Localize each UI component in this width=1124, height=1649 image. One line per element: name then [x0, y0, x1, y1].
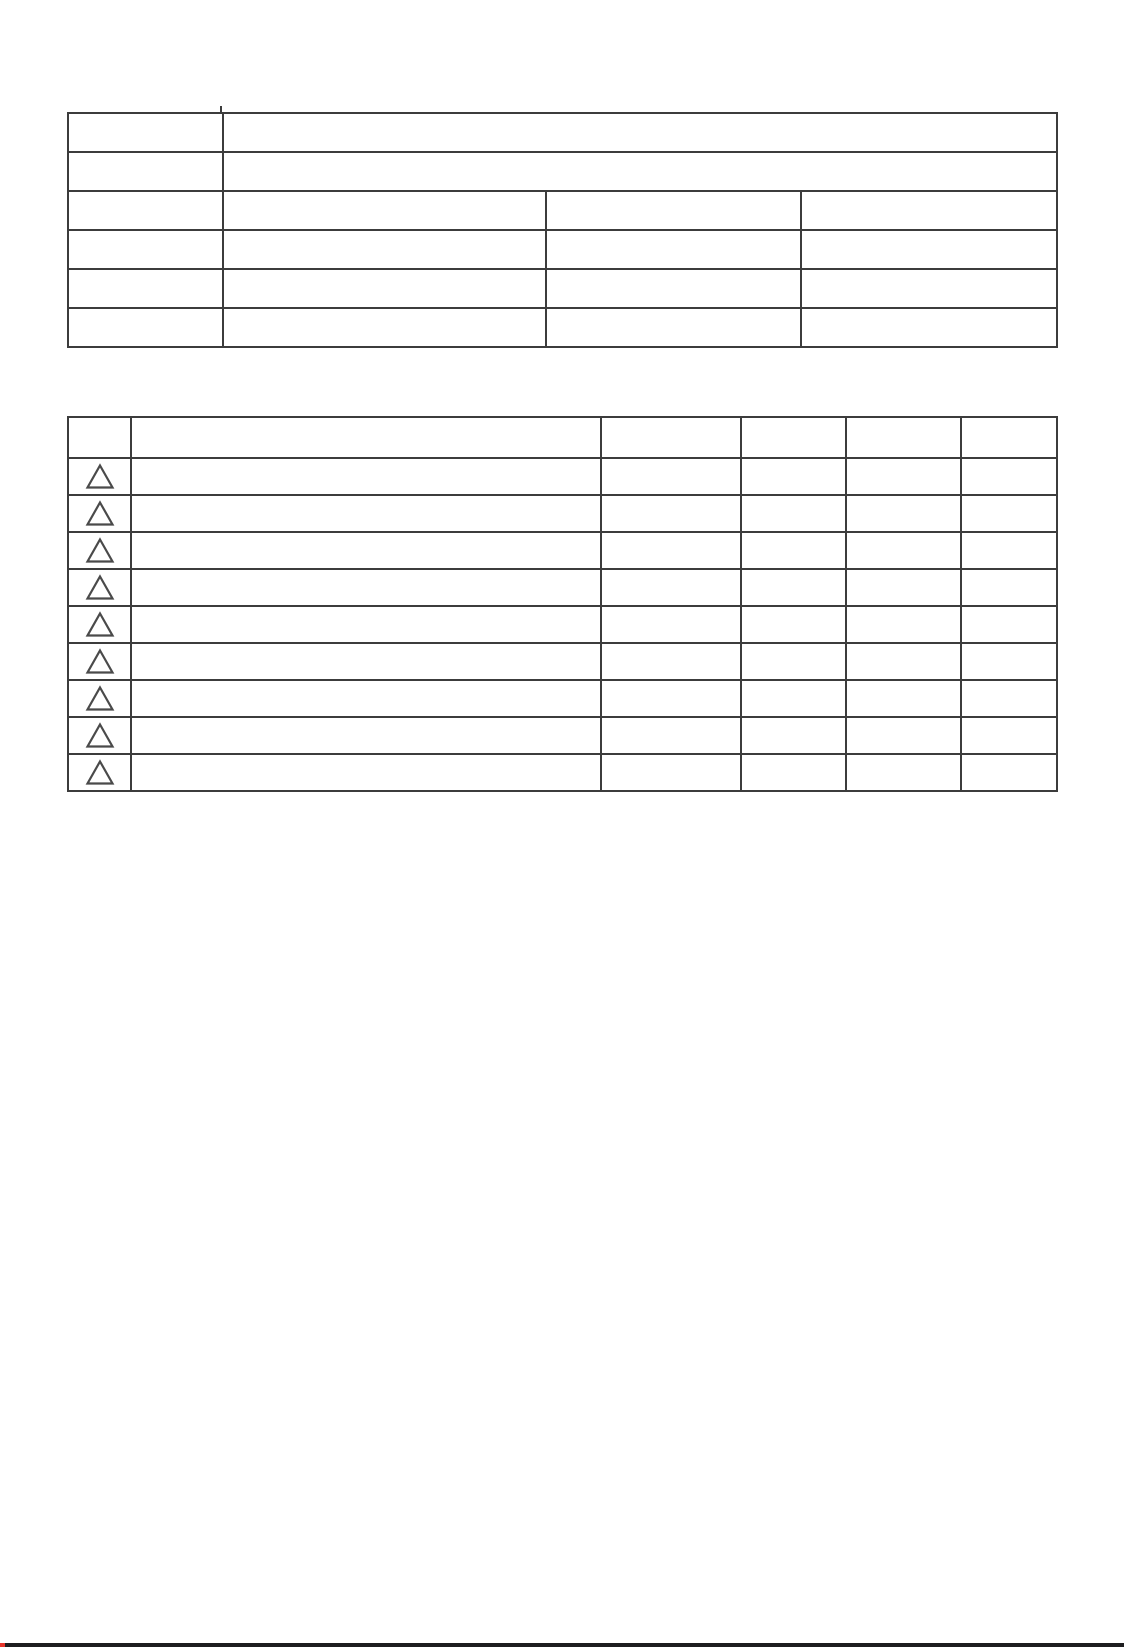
bottom-table-cell [846, 495, 961, 532]
top-table-cell [546, 191, 801, 230]
top-table-cell [801, 230, 1057, 269]
footer-rule [0, 1643, 1124, 1647]
bottom-table-cell [601, 495, 741, 532]
bottom-table-cell [131, 606, 601, 643]
bottom-table-row [68, 569, 1057, 606]
bottom-table-cell [846, 606, 961, 643]
bottom-table-cell [131, 754, 601, 791]
top-table-cell [68, 152, 223, 191]
top-table-cell [223, 269, 546, 308]
top-table-cell [68, 230, 223, 269]
bottom-table-cell [741, 680, 846, 717]
bottom-list-table-body [68, 417, 1057, 791]
bottom-table-cell [131, 680, 601, 717]
marker-cell [68, 680, 131, 717]
bottom-table-header-row [68, 417, 1057, 458]
triangle-outline-icon [85, 648, 115, 675]
bottom-table-cell [131, 495, 601, 532]
bottom-table-cell [961, 532, 1057, 569]
bottom-table-cell [846, 643, 961, 680]
marker-cell [68, 532, 131, 569]
footer-red-accent [0, 1643, 5, 1647]
top-table-row [68, 269, 1057, 308]
bottom-table-row [68, 532, 1057, 569]
top-table-cell [801, 269, 1057, 308]
bottom-table-cell [131, 458, 601, 495]
bottom-table-cell [131, 569, 601, 606]
bottom-table-cell [601, 606, 741, 643]
bottom-table-row [68, 680, 1057, 717]
bottom-table-cell [131, 717, 601, 754]
triangle-outline-icon [85, 611, 115, 638]
bottom-table-cell [601, 569, 741, 606]
bottom-table-row [68, 754, 1057, 791]
bottom-table-cell [601, 680, 741, 717]
bottom-table-cell [961, 717, 1057, 754]
bottom-table-cell [846, 532, 961, 569]
marker-cell [68, 495, 131, 532]
bottom-table-cell [961, 754, 1057, 791]
top-table-cell [223, 308, 546, 347]
bottom-table-header-cell [961, 417, 1057, 458]
top-table-row [68, 230, 1057, 269]
marker-cell [68, 643, 131, 680]
marker-cell [68, 606, 131, 643]
bottom-table-header-cell [741, 417, 846, 458]
bottom-table-cell [961, 643, 1057, 680]
top-table-cell [223, 113, 1057, 152]
top-table-row [68, 308, 1057, 347]
bottom-table-cell [741, 717, 846, 754]
top-table-cell [801, 191, 1057, 230]
top-table-cell [223, 191, 546, 230]
top-table-cell [546, 269, 801, 308]
bottom-table-cell [601, 458, 741, 495]
bottom-table-cell [741, 569, 846, 606]
bottom-table-cell [961, 495, 1057, 532]
top-table-row [68, 191, 1057, 230]
top-table-cell [68, 191, 223, 230]
top-table-cell [223, 230, 546, 269]
bottom-table-cell [961, 680, 1057, 717]
bottom-table-cell [131, 643, 601, 680]
bottom-table-cell [601, 532, 741, 569]
bottom-table-cell [741, 606, 846, 643]
bottom-table-header-cell [68, 417, 131, 458]
bottom-table-row [68, 495, 1057, 532]
bottom-table-cell [961, 606, 1057, 643]
bottom-table-row [68, 458, 1057, 495]
bottom-table-cell [846, 717, 961, 754]
bottom-table-cell [741, 532, 846, 569]
bottom-table-cell [961, 458, 1057, 495]
bottom-table-row [68, 643, 1057, 680]
top-table-row [68, 152, 1057, 191]
bottom-list-table [67, 416, 1058, 792]
top-table-row [68, 113, 1057, 152]
marker-cell [68, 717, 131, 754]
bottom-table-cell [961, 569, 1057, 606]
triangle-outline-icon [85, 500, 115, 527]
bottom-table-header-cell [846, 417, 961, 458]
bottom-table-cell [741, 643, 846, 680]
triangle-outline-icon [85, 722, 115, 749]
top-info-table-body [68, 113, 1057, 347]
triangle-outline-icon [85, 685, 115, 712]
marker-cell [68, 569, 131, 606]
top-table-cell [546, 230, 801, 269]
top-table-cell [68, 269, 223, 308]
marker-cell [68, 754, 131, 791]
triangle-outline-icon [85, 759, 115, 786]
top-table-cell [223, 152, 1057, 191]
marker-cell [68, 458, 131, 495]
top-table-cell [801, 308, 1057, 347]
top-table-cell [68, 308, 223, 347]
triangle-outline-icon [85, 574, 115, 601]
bottom-table-cell [846, 680, 961, 717]
bottom-table-cell [601, 754, 741, 791]
bottom-table-row [68, 717, 1057, 754]
triangle-outline-icon [85, 463, 115, 490]
bottom-table-cell [846, 458, 961, 495]
bottom-table-cell [131, 532, 601, 569]
bottom-table-cell [601, 717, 741, 754]
bottom-table-cell [741, 495, 846, 532]
bottom-table-row [68, 606, 1057, 643]
bottom-table-header-cell [131, 417, 601, 458]
top-info-table [67, 112, 1058, 348]
triangle-outline-icon [85, 537, 115, 564]
bottom-table-cell [601, 643, 741, 680]
bottom-table-cell [741, 458, 846, 495]
top-table-cell [68, 113, 223, 152]
top-table-cell [546, 308, 801, 347]
bottom-table-cell [741, 754, 846, 791]
bottom-table-cell [846, 754, 961, 791]
bottom-table-cell [846, 569, 961, 606]
bottom-table-header-cell [601, 417, 741, 458]
